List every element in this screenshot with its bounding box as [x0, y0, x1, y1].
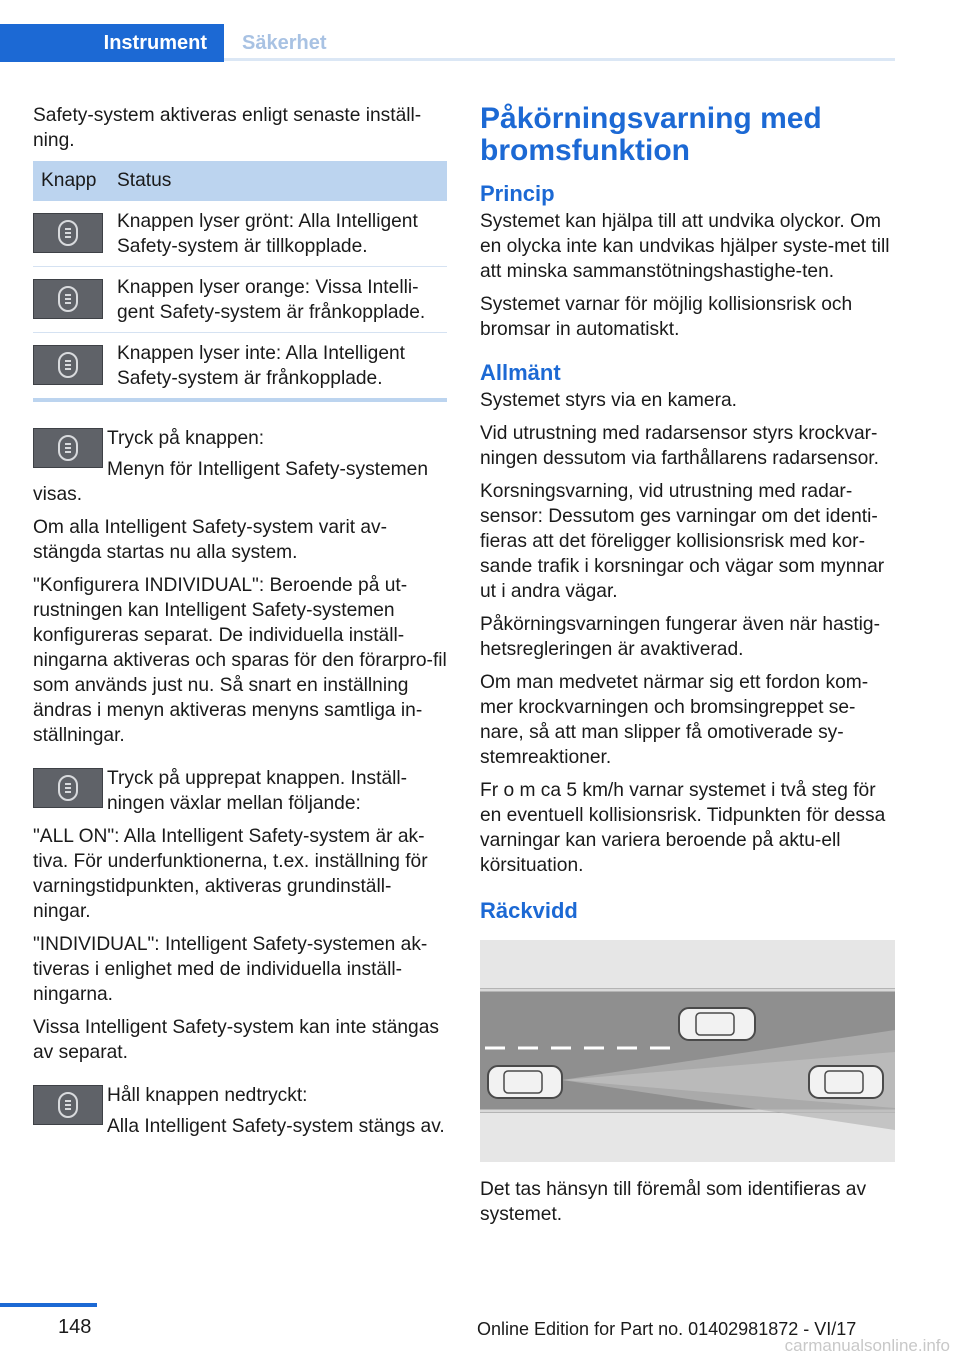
- instruction-step: [33, 426, 447, 507]
- instruction-step: [33, 766, 447, 816]
- status-table: [33, 161, 447, 402]
- status-text: Knappen lyser inte: Alla Intelligent Safety-system är frånkopplade.: [117, 343, 405, 389]
- table-row: [33, 201, 447, 267]
- intro-text: Safety-system aktiveras enligt senaste inställ-ning.: [33, 105, 422, 151]
- footer-accent: [0, 1303, 97, 1307]
- table-row: [33, 333, 447, 398]
- watermark-text: carmanualsonline.info: [784, 1336, 950, 1355]
- body-paragraph: Korsningsvarning, vid utrustning med radar-sensor: Dessutom ges varningar om det identi-fieras att det föreligger kollisionsrisk med kor-sande trafik i korsningar och vägar som mynnar ut i andra vägar.: [480, 481, 885, 602]
- section-title: Påkörningsvarning med bromsfunktion: [480, 102, 822, 167]
- safety-button-image: [33, 428, 103, 468]
- body-paragraph: Det tas hänsyn till föremål som identifieras av systemet.: [480, 1179, 867, 1225]
- table-bottom-rule: [33, 398, 447, 402]
- header-knapp: Knapp: [41, 170, 97, 191]
- range-diagram: [480, 940, 895, 1162]
- body-paragraph: Påkörningsvarningen fungerar även när hastig-hetsregleringen är avaktiverad.: [480, 614, 880, 660]
- heading-allmant: Allmänt: [480, 360, 561, 385]
- page-number: 148: [58, 1316, 92, 1338]
- table-row: [33, 267, 447, 333]
- safety-button-image: [33, 1085, 103, 1125]
- body-paragraph: Om alla Intelligent Safety-system varit av-stängda startas nu alla system.: [33, 517, 388, 563]
- left-column: [33, 103, 447, 1147]
- safety-button-image: [33, 213, 103, 253]
- body-paragraph: Vid utrustning med radarsensor styrs krockvar-ningen dessutom via farthållarens radarsensor.: [480, 423, 879, 469]
- heading-princip: Princip: [480, 181, 555, 206]
- header-status: Status: [117, 170, 172, 191]
- safety-button-icon: [57, 774, 79, 802]
- body-paragraph: Om man medvetet närmar sig ett fordon kom-mer krockvarningen och bromsingreppet se-nare, så att man slipper få omotiverade sy-stemreaktioner.: [480, 672, 869, 768]
- body-paragraph: "Konfigurera INDIVIDUAL": Beroende på ut-rustningen kan Intelligent Safety-systemen konfigureras separat. De individuella inställ-ningarna aktiveras och sparas för den förarpro-fil som används just nu. Så snart en inställning ändras i menyn aktiveras menyns samtliga in-ställningar.: [33, 575, 447, 746]
- header-divider: [224, 58, 895, 61]
- body-paragraph: Systemet kan hjälpa till att undvika olyckor. Om en olycka inte kan undvikas hjälper syste-met till att minska sammanstötningshastighe-ten.: [480, 211, 890, 282]
- right-column: [480, 103, 896, 1235]
- body-paragraph: "ALL ON": Alla Intelligent Safety-system är ak-tiva. För underfunktionerna, t.ex. inställning för varningstidpunkten, aktiveras grundinställ-ningar.: [33, 826, 428, 922]
- edition-text: Online Edition for Part no. 01402981872 - VI/17: [477, 1319, 857, 1339]
- step-text: Menyn för Intelligent Safety-systemen visas.: [33, 459, 429, 505]
- tab-instrument[interactable]: Instrument: [0, 24, 224, 62]
- step-text: Alla Intelligent Safety-system stängs av.: [107, 1116, 445, 1137]
- safety-button-image: [33, 345, 103, 385]
- body-paragraph: "INDIVIDUAL": Intelligent Safety-systemen ak-tiveras i enlighet med de individuella inställ-ningarna.: [33, 934, 428, 1005]
- body-paragraph: Systemet varnar för möjlig kollisionsrisk och bromsar in automatiskt.: [480, 294, 853, 340]
- safety-button-image: [33, 279, 103, 319]
- status-text: Knappen lyser grönt: Alla Intelligent Safety-system är tillkopplade.: [117, 211, 418, 257]
- page-header: [0, 24, 895, 62]
- status-text: Knappen lyser orange: Vissa Intelli-gent Safety-system är frånkopplade.: [117, 277, 426, 323]
- heading-rackvidd: Räckvidd: [480, 898, 578, 923]
- step-text: Tryck på upprepat knappen. Inställ-ningen växlar mellan följande:: [107, 768, 408, 814]
- safety-button-icon: [57, 285, 79, 313]
- tab-sakerhet[interactable]: Säkerhet: [242, 32, 327, 54]
- instruction-step: [33, 1083, 447, 1139]
- step-text: Tryck på knappen:: [107, 428, 265, 449]
- body-paragraph: Systemet styrs via en kamera.: [480, 390, 737, 411]
- body-paragraph: Vissa Intelligent Safety-system kan inte stängas av separat.: [33, 1017, 439, 1063]
- table-header: [33, 161, 447, 201]
- step-text: Håll knappen nedtryckt:: [107, 1085, 308, 1106]
- safety-button-icon: [57, 351, 79, 379]
- safety-button-icon: [57, 219, 79, 247]
- body-paragraph: Fr o m ca 5 km/h varnar systemet i två steg för en eventuell kollisionsrisk. Tidpunkten för dessa varningar kan variera beroende på aktu-ell körsituation.: [480, 780, 886, 876]
- safety-button-icon: [57, 434, 79, 462]
- safety-button-image: [33, 768, 103, 808]
- safety-button-icon: [57, 1091, 79, 1119]
